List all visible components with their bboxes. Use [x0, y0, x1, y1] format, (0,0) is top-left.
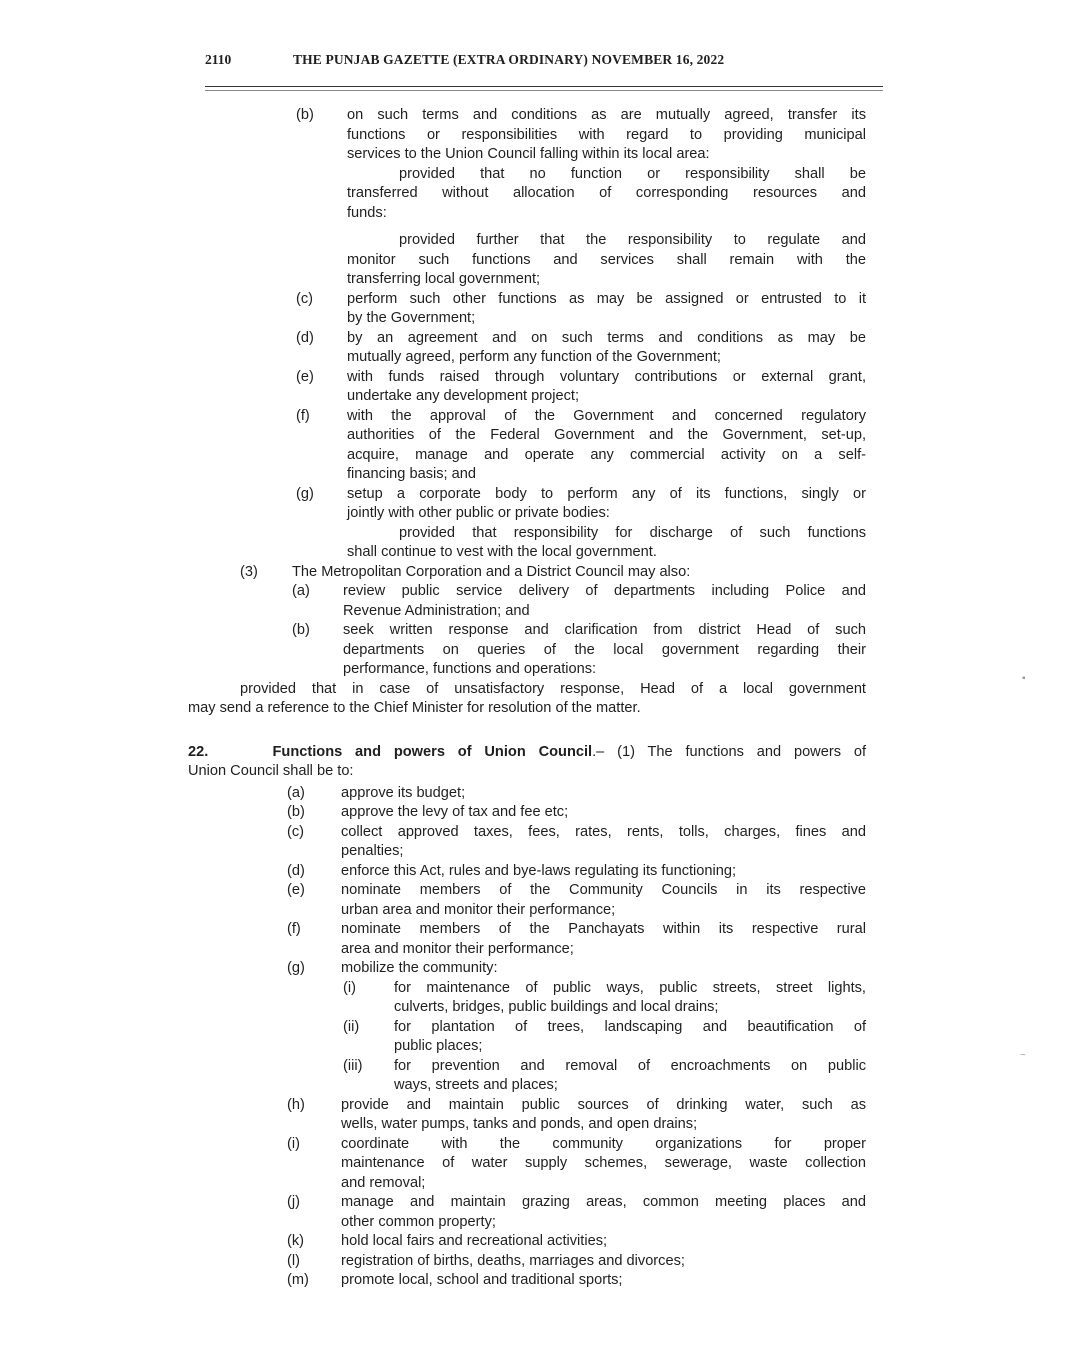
clause-line: by the Government;	[347, 310, 476, 326]
subclause-line: public places;	[394, 1038, 483, 1054]
clause-line: services to the Union Council falling within its local area:	[347, 146, 710, 162]
clause-line: on such terms and conditions as are mutually agreed, transfer its	[347, 107, 866, 123]
clause-line: seek written response and clarification from district Head of such	[343, 622, 866, 638]
scan-speck: ▪	[1022, 673, 1026, 684]
clause-line: other common property;	[341, 1213, 496, 1230]
clause-line: area and monitor their performance;	[341, 940, 574, 957]
clause-marker: (e)	[287, 882, 305, 898]
proviso-line: funds:	[347, 204, 387, 221]
header-rule-thin	[205, 90, 883, 91]
clause-marker: (h)	[287, 1096, 305, 1113]
subclause-line: ways, streets and places;	[394, 1077, 558, 1093]
clause-marker: (d)	[287, 862, 305, 879]
clause-line: and removal;	[341, 1174, 426, 1191]
section-number: 22.	[188, 743, 273, 760]
clause-line: urban area and monitor their performance;	[341, 901, 616, 918]
clause-line: departments on queries of the local government regarding their	[343, 641, 866, 658]
clause-line: collect approved taxes, fees, rates, rents, tolls, charges, fines and	[341, 823, 866, 840]
clause-marker: (m)	[287, 1272, 309, 1288]
proviso-line: provided further that the responsibility to regulate and	[399, 232, 866, 248]
clause-marker: (iii)	[343, 1057, 363, 1074]
section-intro: Union Council shall be to:	[188, 763, 354, 779]
clause-line: review public service delivery of departments including Police and	[343, 583, 866, 599]
subclause-line: for maintenance of public ways, public streets, street lights,	[394, 979, 866, 996]
section-title: Functions and powers of Union Council	[272, 743, 593, 760]
clause-line: acquire, manage and operate any commercial activity on a self-	[347, 446, 866, 463]
clause-line: setup a corporate body to perform any of its functions, singly or	[347, 485, 866, 502]
clause-marker: (c)	[287, 823, 305, 840]
section-22-heading	[188, 743, 866, 761]
clause-marker: (b)	[287, 804, 305, 820]
clause-line: perform such other functions as may be assigned or entrusted to it	[347, 290, 866, 307]
clause-marker: (i)	[343, 979, 356, 996]
clause-marker: (f)	[296, 407, 310, 424]
clause-line: approve its budget;	[341, 784, 466, 801]
clause-line: nominate members of the Panchayats within its respective rural	[341, 921, 866, 937]
clause-marker: (i)	[287, 1135, 300, 1152]
clause-line: performance, functions and operations:	[343, 661, 597, 677]
proviso-line: shall continue to vest with the local government.	[347, 544, 657, 560]
clause-marker: (ii)	[343, 1018, 360, 1035]
subclause-line: for plantation of trees, landscaping and beautification of	[394, 1018, 866, 1035]
clause-line: undertake any development project;	[347, 388, 580, 404]
subsection-intro: The Metropolitan Corporation and a District Council may also:	[292, 563, 691, 580]
clause-marker: (k)	[287, 1233, 305, 1249]
clause-line: financing basis; and	[347, 466, 476, 482]
clause-line: hold local fairs and recreational activities;	[341, 1233, 608, 1249]
clause-marker: (d)	[296, 329, 314, 346]
clause-marker: (f)	[287, 921, 301, 937]
proviso-line: monitor such functions and services shall remain with the	[347, 251, 866, 268]
clause-marker: (g)	[296, 485, 314, 502]
clause-line: manage and maintain grazing areas, common meeting places and	[341, 1194, 866, 1210]
subclause-line: culverts, bridges, public buildings and local drains;	[394, 999, 719, 1015]
clause-marker: (e)	[296, 368, 314, 385]
clause-marker: (b)	[296, 107, 314, 123]
clause-line: nominate members of the Community Councils in its respective	[341, 882, 866, 898]
proviso-line: provided that no function or responsibility shall be	[399, 165, 866, 182]
clause-line: maintenance of water supply schemes, sewerage, waste collection	[341, 1155, 866, 1171]
clause-line: functions or responsibilities with regard to providing municipal	[347, 126, 866, 143]
clause-line: promote local, school and traditional sports;	[341, 1272, 623, 1288]
clause-line: mutually agreed, perform any function of the Government;	[347, 349, 721, 365]
clause-line: with funds raised through voluntary contributions or external grant,	[347, 368, 866, 385]
clause-line: Revenue Administration; and	[343, 602, 530, 619]
clause-marker: (j)	[287, 1194, 300, 1210]
page-number: 2110	[205, 52, 232, 67]
proviso-line: transferred without allocation of corresponding resources and	[347, 185, 866, 201]
gazette-title: THE PUNJAB GAZETTE (EXTRA ORDINARY) NOVEMBER 16, 2022	[293, 52, 725, 67]
clause-line: authorities of the Federal Government and the Government, set-up,	[347, 427, 866, 443]
section-intro: .– (1) The functions and powers of	[592, 743, 867, 760]
scan-speck: ~	[1020, 1050, 1026, 1061]
proviso-line: may send a reference to the Chief Minister for resolution of the matter.	[188, 700, 641, 716]
subclause-line: for prevention and removal of encroachments on public	[394, 1057, 866, 1074]
proviso-line: transferring local government;	[347, 271, 541, 287]
clause-line: with the approval of the Government and concerned regulatory	[347, 407, 866, 424]
clause-line: approve the levy of tax and fee etc;	[341, 804, 569, 820]
clause-marker: (l)	[287, 1252, 300, 1269]
clause-line: by an agreement and on such terms and conditions as may be	[347, 329, 866, 346]
header-rule	[205, 86, 883, 87]
clause-marker: (c)	[296, 290, 314, 307]
clause-marker: (a)	[287, 784, 305, 801]
proviso-line: provided that in case of unsatisfactory response, Head of a local government	[240, 680, 866, 697]
clause-marker: (b)	[292, 622, 310, 638]
clause-line: enforce this Act, rules and bye-laws regulating its functioning;	[341, 862, 737, 879]
clause-marker: (g)	[287, 960, 305, 976]
clause-line: jointly with other public or private bodies:	[347, 505, 610, 521]
clause-line: mobilize the community:	[341, 960, 498, 976]
clause-line: penalties;	[341, 843, 404, 859]
proviso-line: provided that responsibility for discharge of such functions	[399, 524, 866, 541]
clause-line: provide and maintain public sources of drinking water, such as	[341, 1096, 866, 1113]
clause-line: registration of births, deaths, marriages and divorces;	[341, 1252, 685, 1269]
clause-line: wells, water pumps, tanks and ponds, and open drains;	[341, 1116, 698, 1132]
clause-marker: (a)	[292, 583, 310, 599]
clause-line: coordinate with the community organizations for proper	[341, 1135, 866, 1152]
clause-marker: (3)	[240, 563, 258, 580]
